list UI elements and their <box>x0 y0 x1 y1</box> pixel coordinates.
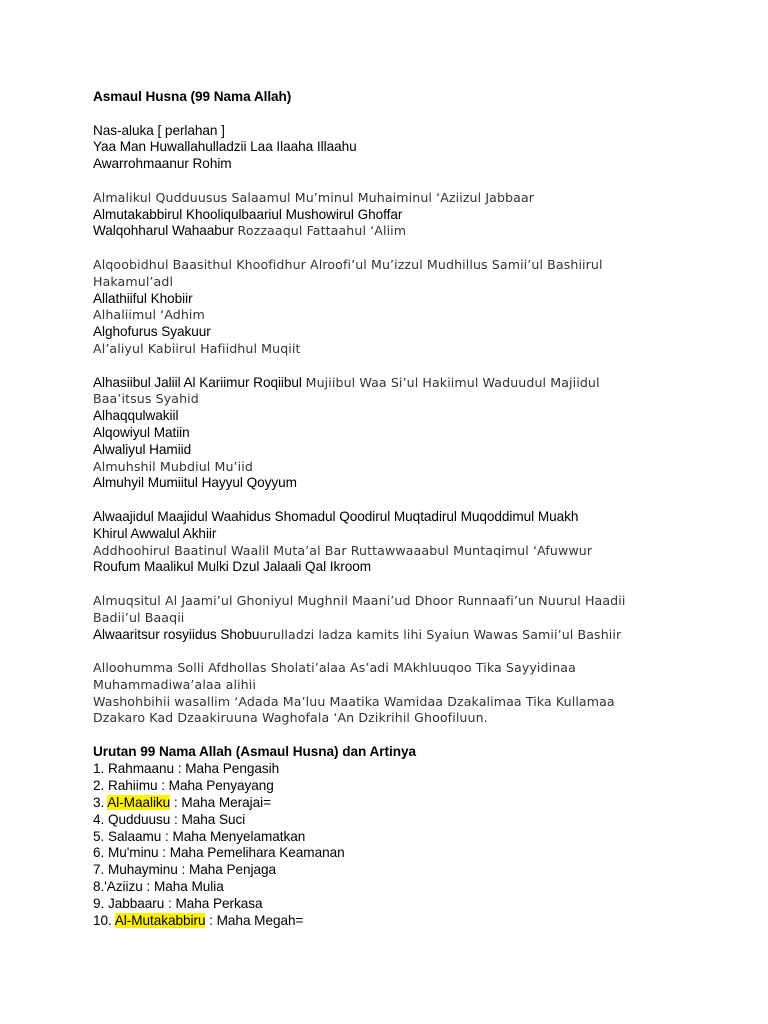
prayer-line: Dzakaro Kad Dzaakiruuna Waghofala ‘An Dzikrihil Ghoofiluun. <box>93 710 488 726</box>
list-item-meaning: : Maha Penyayang <box>157 777 274 793</box>
intro-line: Awarrohmaanur Rohim <box>93 156 232 172</box>
verse-line: Khirul Awwalul Akhiir <box>93 525 217 541</box>
prayer-line: Alloohumma Solli Afdhollas Sholati’alaa As’adi MAkhluuqoo Tika Sayyidinaa <box>93 660 576 676</box>
list-item <box>93 778 733 795</box>
verse-segment: Rozzaaqul Fattaahul ‘Aliim <box>237 223 407 239</box>
verse-line: Alqowiyul Matiin <box>93 424 190 440</box>
list-item <box>93 862 733 879</box>
verse-line: Badii’ul Baaqii <box>93 609 185 625</box>
verse-line: Al’aliyul Kabiirul Hafiidhul Muqiit <box>93 340 301 356</box>
list-item <box>93 795 733 812</box>
verse-line <box>93 223 733 240</box>
list-item-number: 7. <box>93 862 108 878</box>
list-item-meaning: : Maha Pengasih <box>174 760 280 776</box>
list-item-meaning: : Maha Megah= <box>205 913 304 929</box>
verse-segment: Mujiibul Waa Si’ul Hakiimul Waduudul Majiidul <box>305 374 600 390</box>
list-item <box>93 829 733 846</box>
list-item-name: Salaamu <box>107 828 162 844</box>
list-item-meaning: : Maha Perkasa <box>164 896 263 912</box>
list-item-meaning: : Maha Pemelihara Keamanan <box>158 845 345 861</box>
list-item <box>93 913 733 930</box>
list-item-number: 1. <box>93 760 108 776</box>
list-item-name: 'Aziizu <box>104 879 143 895</box>
list-item-number: 5. <box>93 828 108 844</box>
verse-line: Almuqsitul Al Jaami’ul Ghoniyul Mughnil Maani’ud Dhoor Runnaafi’un Nuurul Haadii <box>93 592 626 608</box>
verse-line: Almuhshil Mubdiul Mu’iid <box>93 458 253 474</box>
list-item-meaning: : Maha Penjaga <box>177 862 277 878</box>
list-item-meaning: : Maha Merajai= <box>170 794 272 810</box>
verse-line <box>93 627 733 644</box>
list-item <box>93 845 733 862</box>
verse-line <box>93 375 733 392</box>
list-heading: Urutan 99 Nama Allah (Asmaul Husna) dan Artinya <box>93 744 416 760</box>
verse-line: Alwaliyul Hamiid <box>93 441 192 457</box>
verse-segment: urulladzi ladza kamits lihi Syaiun Wawas Samii’ul Bashiir <box>259 626 622 642</box>
verse-line: Addhoohirul Baatinul Waalil Muta’al Bar Ruttawwaaabul Muntaqimul ‘Afuwwur <box>93 542 593 558</box>
prayer-line: Muhammadiwa’alaa alihii <box>93 676 256 692</box>
list-item <box>93 879 733 896</box>
document-content <box>93 89 733 930</box>
list-item-number: 3. <box>93 794 108 810</box>
verse-line: Roufum Maalikul Mulki Dzul Jalaali Qal Ikroom <box>93 559 372 575</box>
verse-line: Alghofurus Syakuur <box>93 324 211 340</box>
verse-line: Almutakabbirul Khooliqulbaariul Mushowirul Ghoffar <box>93 206 403 222</box>
verse-line: Alwaajidul Maajidul Waahidus Shomadul Qoodirul Muqtadirul Muqoddimul Muakh <box>93 508 579 524</box>
list-item-number: 6. <box>93 845 108 861</box>
list-item-number: 10. <box>93 913 115 929</box>
verse-line: Hakamul’adl <box>93 273 174 289</box>
list-item-name: Qudduusu <box>107 811 171 827</box>
list-item-meaning: : Maha Suci <box>170 811 246 827</box>
list-item-name: Mu'minu <box>107 845 159 861</box>
list-item-meaning: : Maha Mulia <box>142 879 224 895</box>
list-item-name: Rahmaanu <box>107 760 175 776</box>
verse-segment: Alhasiibul Jaliil Al Kariimur Roqiibul <box>93 374 302 390</box>
intro-line: Nas-aluka [ perlahan ] <box>93 122 225 138</box>
list-item <box>93 896 733 913</box>
list-item-number: 8. <box>93 879 105 895</box>
verse-line: Almalikul Qudduusus Salaamul Mu’minul Muhaiminul ‘Aziizul Jabbaar <box>93 189 535 205</box>
verse-line: Baa’itsus Syahid <box>93 391 199 407</box>
list-item <box>93 812 733 829</box>
list-item-number: 4. <box>93 811 108 827</box>
list-item-name: Rahiimu <box>107 777 158 793</box>
verse-line: Allathiiful Khobiir <box>93 290 193 306</box>
names-list <box>93 761 733 930</box>
document-title: Asmaul Husna (99 Nama Allah) <box>93 89 292 104</box>
verse-segment: Walqohharul Wahaabur <box>93 223 234 239</box>
list-item-meaning: : Maha Menyelamatkan <box>161 828 306 844</box>
list-item-name: Muhayminu <box>107 862 178 878</box>
list-item-number: 2. <box>93 777 108 793</box>
verse-line: Almuhyil Mumiitul Hayyul Qoyyum <box>93 475 297 491</box>
prayer-line: Washohbihii wasallim ‘Adada Ma’luu Maatika Wamidaa Dzakalimaa Tika Kullamaa <box>93 693 615 709</box>
verse-segment: Alwaaritsur rosyiidus Shobu <box>93 626 260 642</box>
list-item-name: Al-Maaliku <box>107 794 171 810</box>
verse-line: Alqoobidhul Baasithul Khoofidhur Alroofi’ul Mu’izzul Mudhillus Samii’ul Bashiirul <box>93 256 603 272</box>
intro-line: Yaa Man Huwallahulladzii Laa Ilaaha Illaahu <box>93 139 357 155</box>
list-item <box>93 761 733 778</box>
list-item-name: Al-Mutakabbiru <box>114 913 206 929</box>
list-item-name: Jabbaaru <box>107 896 165 912</box>
list-item-number: 9. <box>93 896 108 912</box>
verse-line: Alhaliimul ‘Adhim <box>93 307 205 323</box>
verse-line: Alhaqqulwakiil <box>93 408 179 424</box>
